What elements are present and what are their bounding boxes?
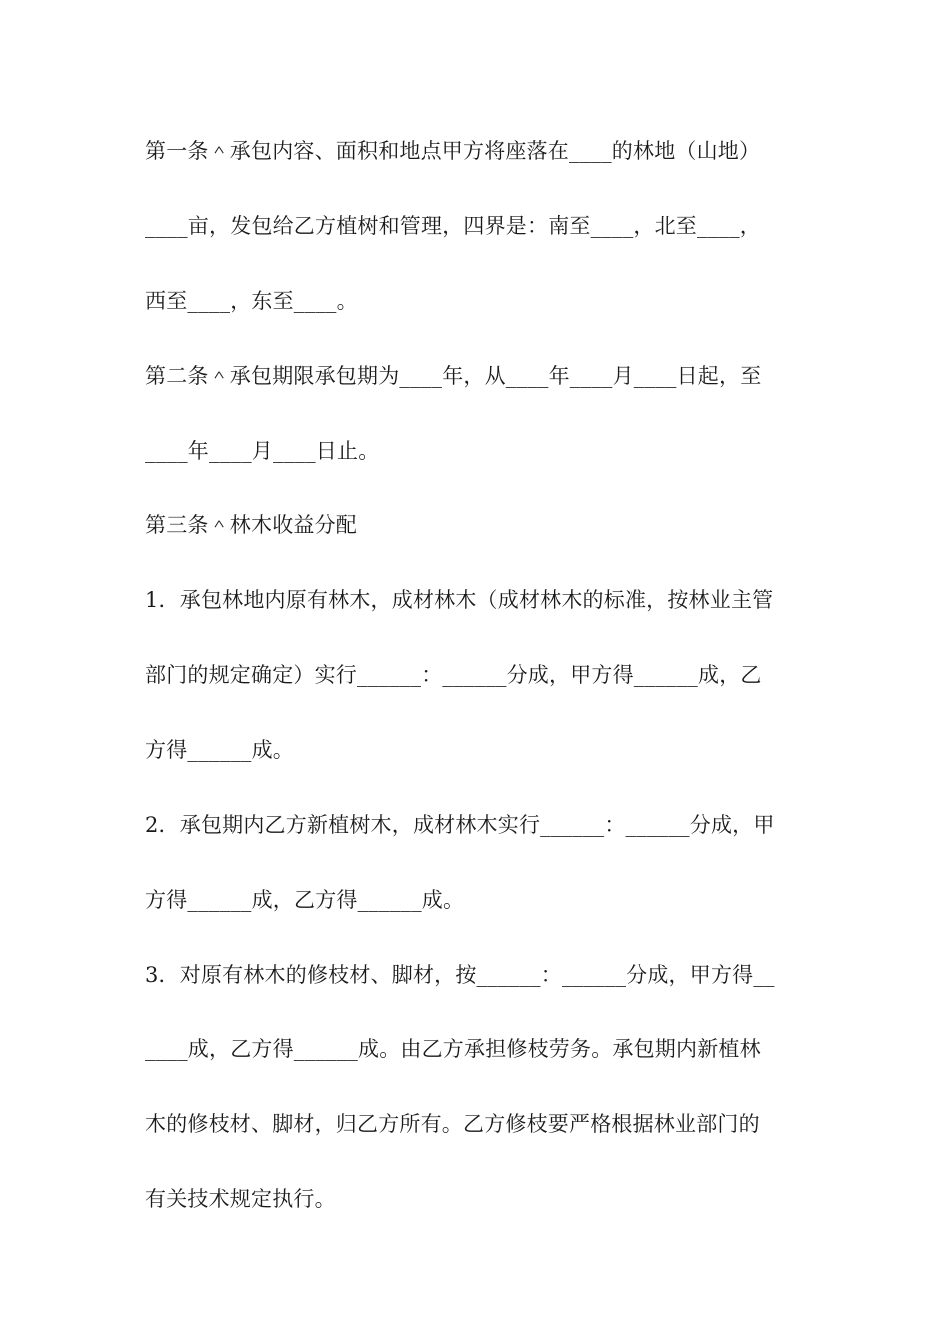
section-heading: 第三条＾林木收益分配	[145, 513, 357, 537]
text-line: ____成，乙方得______成。由乙方承担修枝劳务。承包期内新植林	[145, 1037, 761, 1061]
text-line: 西至____，东至____。	[145, 289, 358, 313]
text-line: 方得______成。	[145, 738, 294, 762]
text-line: ____亩，发包给乙方植树和管理，四界是：南至____，北至____，	[145, 214, 761, 238]
text-line: 方得______成，乙方得______成。	[145, 888, 465, 912]
text-line: 部门的规定确定）实行______：______分成，甲方得______成，乙	[145, 663, 762, 687]
text-line: 木的修枝材、脚材，归乙方所有。乙方修枝要严格根据林业部门的	[145, 1112, 760, 1136]
text-line: 有关技术规定执行。	[145, 1187, 336, 1211]
text-line: 第一条＾承包内容、面积和地点甲方将座落在____的林地（山地）	[145, 139, 761, 163]
text-line: 2．承包期内乙方新植树木，成材林木实行______：______分成，甲	[145, 813, 775, 837]
text-line: ____年____月____日止。	[145, 439, 380, 463]
text-line: 3．对原有林木的修枝材、脚材，按______：______分成，甲方得__	[145, 963, 775, 987]
text-line: 第二条＾承包期限承包期为____年，从____年____月____日起，至	[145, 364, 762, 388]
text-line: 1．承包林地内原有林木，成材林木（成材林木的标准，按林业主管	[145, 588, 774, 612]
